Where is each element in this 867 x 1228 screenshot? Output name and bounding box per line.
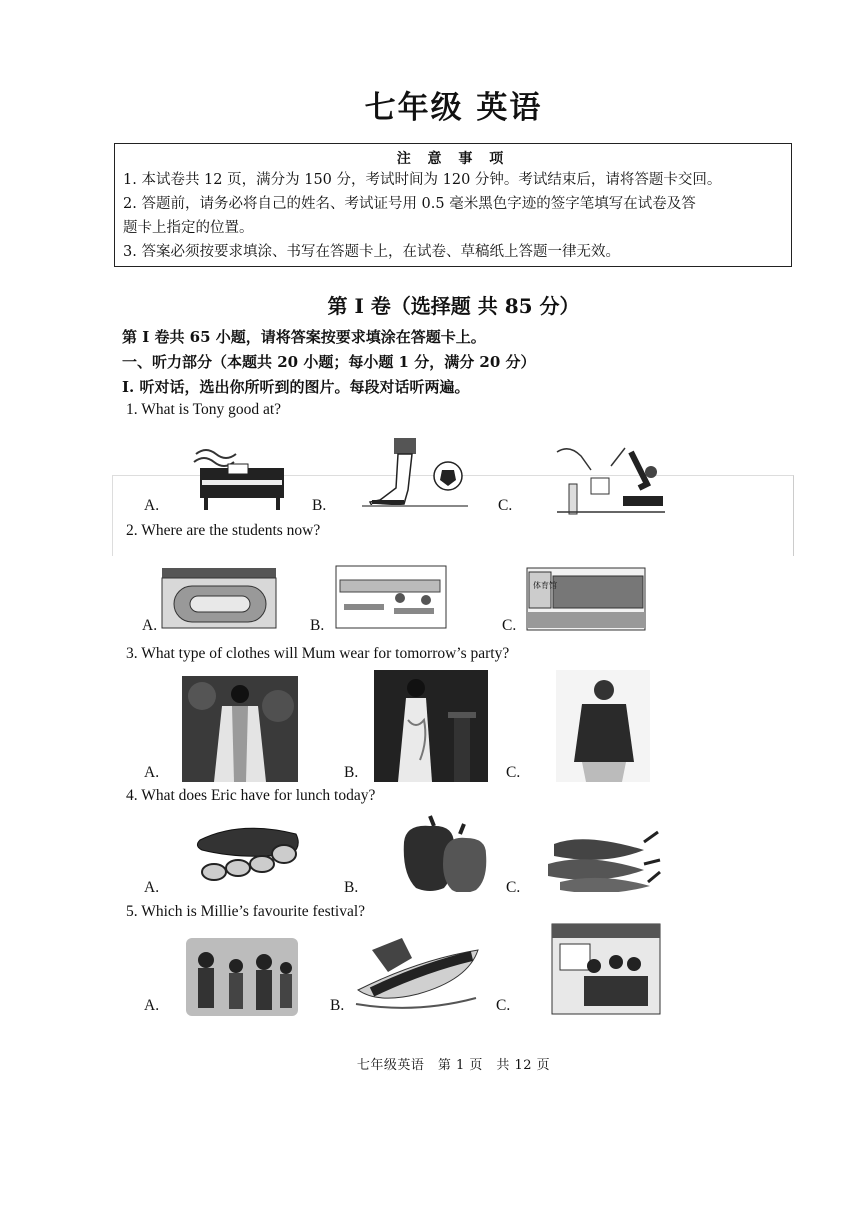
notice-line-3: 题卡上指定的位置。 <box>123 220 254 236</box>
traditional-dress-image <box>182 676 298 782</box>
q4-option-b[interactable]: B. <box>344 879 359 896</box>
q4-option-a[interactable]: A. <box>144 879 160 896</box>
part-instruction: 第 I 卷共 65 小题，请将答案按要求填涂在答题卡上。 <box>122 328 486 346</box>
question-3: 3. What type of clothes will Mum wear for tomorrow’s party? <box>126 645 510 662</box>
question-2: 2. Where are the students now? <box>126 522 321 539</box>
football-image <box>360 436 470 508</box>
q1-option-c[interactable]: C. <box>498 497 513 514</box>
gym-building-image <box>525 566 647 632</box>
subsection-heading: Ⅰ. 听对话，选出你所听到的图片。每段对话听两遍。 <box>122 378 470 396</box>
part-title: 第 I 卷（选择题 共 85 分） <box>327 294 580 318</box>
q3-option-c[interactable]: C. <box>506 764 521 781</box>
question-4: 4. What does Eric have for lunch today? <box>126 787 376 804</box>
question-1: 1. What is Tony good at? <box>126 401 282 418</box>
q5-option-c[interactable]: C. <box>496 997 511 1014</box>
q2-option-c[interactable]: C. <box>502 617 517 634</box>
page-title: 七年级 英语 <box>364 90 543 126</box>
science-lab-image <box>555 444 670 516</box>
notice-heading: 注 意 事 项 <box>396 151 510 167</box>
peppers-image <box>400 812 488 892</box>
section-heading: 一、听力部分（本题共 20 小题；每小题 1 分，满分 20 分） <box>122 353 536 371</box>
carrots-image <box>544 824 662 892</box>
notice-line-1: 1. 本试卷共 12 页，满分为 150 分，考试时间为 120 分钟。考试结束后，请将答题卡交回。 <box>123 172 722 188</box>
dragon-boat-image <box>352 930 482 1016</box>
q4-option-c[interactable]: C. <box>506 879 521 896</box>
q5-option-a[interactable]: A. <box>144 997 160 1014</box>
festival-gathering-image <box>186 938 298 1016</box>
q1-option-b[interactable]: B. <box>312 497 327 514</box>
notice-line-2: 2. 答题前，请务必将自己的姓名、考试证号用 0.5 毫米黑色字迹的签字笔填写在试卷及答 <box>123 196 696 212</box>
sweater-outfit-image <box>556 670 650 782</box>
notice-line-4: 3. 答案必须按要求填涂、书写在答题卡上，在试卷、草稿纸上答题一律无效。 <box>123 244 620 260</box>
playground-track-image <box>160 566 278 630</box>
notice-box <box>114 143 792 267</box>
qipao-dress-image <box>374 670 488 782</box>
family-dinner-image <box>550 922 662 1016</box>
gym-sign: 体育馆 <box>533 581 557 590</box>
dining-hall-image <box>334 564 448 630</box>
q3-option-b[interactable]: B. <box>344 764 359 781</box>
q2-option-b[interactable]: B. <box>310 617 325 634</box>
q3-option-a[interactable]: A. <box>144 764 160 781</box>
cucumber-image <box>196 822 302 892</box>
piano-image <box>190 440 290 512</box>
q1-option-a[interactable]: A. <box>144 497 160 514</box>
q2-option-a[interactable]: A. <box>142 617 158 634</box>
page-footer: 七年级英语 第 1 页 共 12 页 <box>356 1058 551 1073</box>
q5-option-b[interactable]: B. <box>330 997 345 1014</box>
question-5: 5. Which is Millie’s favourite festival? <box>126 903 366 920</box>
